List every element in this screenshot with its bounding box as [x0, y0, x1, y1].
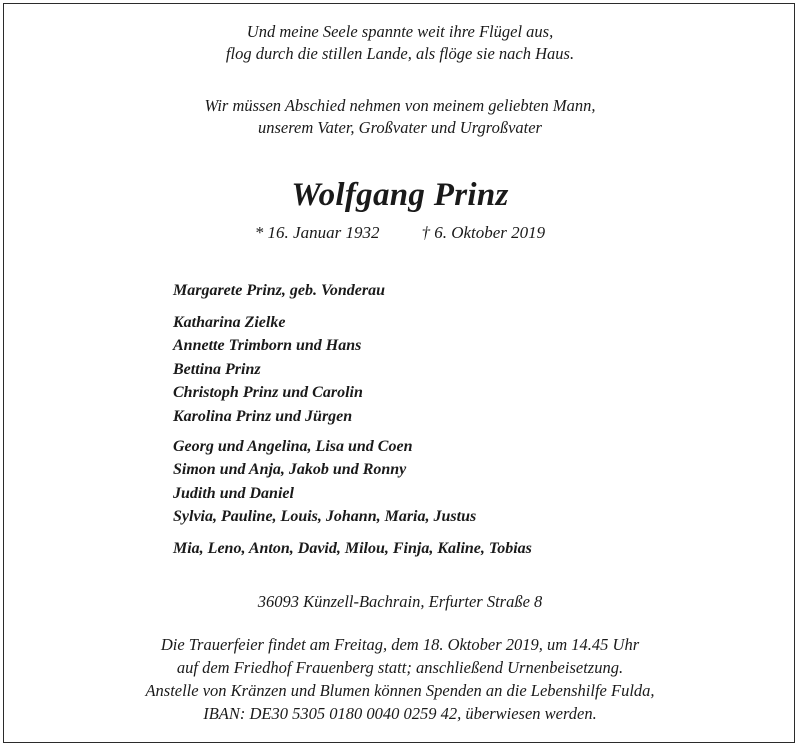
info-line: Die Trauerfeier findet am Freitag, dem 18. Oktober 2019, um 14.45 Uhr	[160, 635, 640, 654]
great-grandchildren-group	[173, 537, 532, 560]
mourner-line: Christoph Prinz und Carolin	[173, 384, 363, 402]
motto-verse	[0, 21, 800, 65]
death-date: † 6. Oktober 2019	[421, 223, 546, 242]
funeral-info	[0, 633, 800, 725]
motto-line: flog durch die stillen Lande, als flöge sie nach Haus.	[225, 44, 575, 63]
info-line: IBAN: DE30 5305 0180 0040 0259 42, überwiesen werden.	[203, 704, 597, 723]
intro-line: Wir müssen Abschied nehmen von meinem geliebten Mann,	[204, 96, 596, 115]
mourner-line: Bettina Prinz	[173, 360, 261, 378]
address: 36093 Künzell-Bachrain, Erfurter Straße 8	[257, 592, 543, 611]
intro-text	[0, 95, 800, 139]
motto-line: Und meine Seele spannte weit ihre Flügel aus,	[246, 22, 554, 41]
info-line: auf dem Friedhof Frauenberg statt; anschließend Urnenbeisetzung.	[176, 658, 624, 677]
birth-date: * 16. Januar 1932	[254, 223, 380, 242]
children-group	[173, 311, 363, 428]
mourner-line: Karolina Prinz und Jürgen	[173, 407, 353, 425]
mourner-line: Katharina Zielke	[173, 314, 286, 331]
intro-line: unserem Vater, Großvater und Urgroßvater	[258, 118, 542, 137]
life-dates	[0, 222, 800, 244]
mourner-line: Mia, Leno, Anton, David, Milou, Finja, Kaline, Tobias	[173, 540, 532, 557]
mourner-line: Simon und Anja, Jakob und Ronny	[173, 461, 407, 479]
mourner-line: Judith und Daniel	[173, 484, 294, 502]
spouse-group	[173, 279, 385, 302]
deceased-name: Wolfgang Prinz	[291, 177, 509, 213]
grandchildren-group	[173, 435, 476, 529]
mourner-line: Sylvia, Pauline, Louis, Johann, Maria, Justus	[173, 508, 477, 526]
mourner-line: Annette Trimborn und Hans	[173, 337, 362, 355]
mourner-line: Margarete Prinz, geb. Vonderau	[173, 282, 386, 299]
mourner-line: Georg und Angelina, Lisa und Coen	[173, 438, 413, 455]
info-line: Anstelle von Kränzen und Blumen können Spenden an die Lebenshilfe Fulda,	[145, 681, 655, 700]
